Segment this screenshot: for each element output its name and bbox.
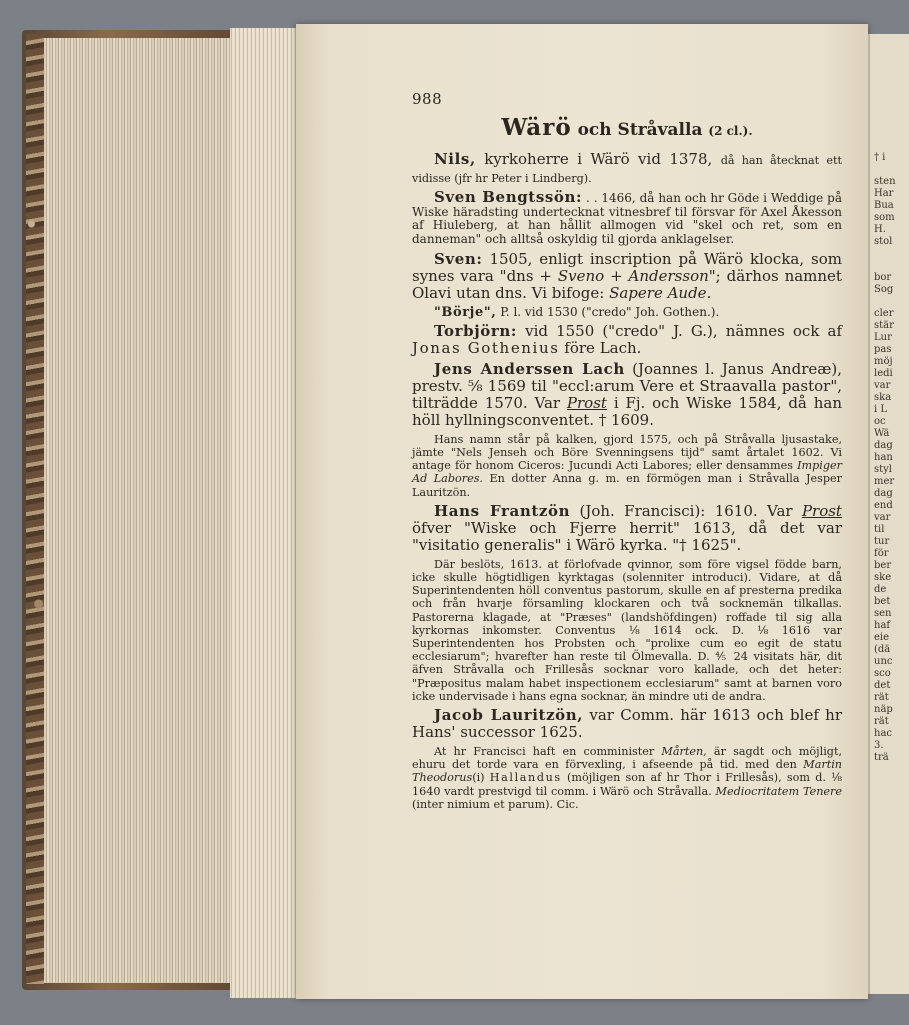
next-page-fragment: de [874,584,887,595]
next-page-fragment: tur [874,536,890,547]
next-page-fragment: eie [874,632,890,643]
next-page-fragment: Lur [874,332,892,343]
next-page-fragment: stol [874,236,893,247]
next-page-fragment: dag [874,488,893,499]
next-page-fragment: sco [874,668,891,679]
entry-small: då han åtecknat ett vidisse (jfr hr Peter i Lindberg). [412,154,842,186]
next-page-fragment: trä [874,752,889,763]
title-rest: och Stråvalla [577,119,703,140]
next-page-fragment: som [874,212,895,223]
page-text [412,92,842,815]
entry-name: Torbjörn: [434,321,518,340]
next-page-fragment: bor [874,272,892,283]
next-page-fragment: möj [874,356,893,367]
note-spaced: Hallandus [489,771,562,785]
entry-italic: Andersson [628,266,709,285]
next-page-fragment: unc [874,656,893,667]
next-page-fragment: 3. [874,740,884,751]
next-page-fragment: var [874,512,891,523]
next-page-fragment [870,260,909,272]
next-page-fragment: stär [874,320,894,331]
next-page-fragment: för [874,548,889,559]
entry-text: P. l. vid 1530 ("credo" Joh. Gothen.). [500,304,720,319]
next-page-fragment [870,248,909,260]
next-page-fragment: han [874,452,893,463]
entry-name: Hans Frantzön [434,501,571,520]
next-page-fragment: styl [874,464,892,475]
entry-jens-note [412,433,842,499]
note-italic: Impiger Ad Labores. [412,459,842,486]
next-page-fragment: (dä [874,644,891,655]
entry-borje [412,306,842,319]
next-page-fragment [870,164,909,176]
next-page-fragment: dag [874,440,893,451]
entry-name: Sven: [434,249,483,268]
entry-hans-note [412,558,842,703]
entry-sven [412,251,842,302]
entry-text: före Lach. [564,338,642,357]
title-main: Wärö [501,113,572,141]
note-text: Där beslöts, 1613. at förlofvade qvinnor, som före vigsel födde barn, icke skulle högtidligen kyrktagas (solenniter introduci). Vidare, at då Superintendenten höll conventus pastorum, skulle en af presterna predika och från hvarje församling klockaren och två socknemän tilkallas. Pastorerna klagade, at "Præses" (landshöfdingen) roffade til sig alla kyrkornas inkomster. Conventus ⅛ 1614 ock. D. ⅛ 1616 var Superintendenten hos Probsten och "prolixe cum eo egit de statu ecclesiarum"; hvarefter han reste til Ölmevalla. D. ⅘ 24 visitats här, dit äfven Stråvalla och Frillesås socknar voro kallade, och det heter: "Præpositus malam habet inspectionem ecclesiarum" samt at barnen voro icke undervisade i hans egna socknar, än mindre uti de andra. [412,557,842,703]
next-page-fragment: pas [874,344,892,355]
next-page-fragment: ske [874,572,892,583]
next-page-fragment: mer [874,476,895,487]
next-page-fragment: H. [874,224,886,235]
entry-name: "Börje", [434,304,497,320]
next-page-text [870,34,909,764]
entry-name: Sven Bengtssön: [434,188,583,207]
marbled-cover-edge [26,34,44,984]
note-text: Hans namn står på kalken, gjord 1575, och på Stråvalla ljusastake, jämte "Nels Jenseh och Böre Svenningsens tijd" samt årtalet 1602. Vi antage för honom Ciceros: Jucundi Acti Labores; eller densammes [412,432,842,473]
next-page-fragment: i L [874,404,888,415]
entry-name: Jacob Lauritzön, [434,706,584,725]
entry-text: var Comm. här 1613 och blef hr Hans' successor 1625. [412,706,842,742]
next-page-fragment: det [874,680,891,691]
next-page-fragment: Sog [874,284,894,295]
entry-text: "; därhos namnet Olavi utan dns. Vi bifoge: [412,266,842,302]
next-page-fragment: var [874,380,891,391]
note-italic: Mårten, [661,745,707,759]
next-page-fragment: sen [874,608,892,619]
next-page-fragment: til [874,524,885,535]
note-text: At hr Francisci haft en comminister [434,745,655,759]
note-text: En dotter Anna g. m. en förmögen man i Stråvalla Jesper Lauritzön. [412,472,843,499]
entry-jacob-note [412,745,842,811]
entry-jacob [412,707,842,741]
next-page-fragment: † i [874,152,886,163]
next-page-fragment: end [874,500,893,511]
next-page-fragment: Wä [874,428,890,439]
entry-text: (Joannes l. Janus Andreæ), prestv. ⅝ 1569 til "eccl:arum Vere et Straavalla pastor", tilträdde 1570. Var [412,359,842,412]
entry-sven-bengtsson [412,188,842,246]
note-text: är sagdt och möjligt, ehuru det torde vara en förvexling, i afseende på tid. med den [412,745,842,772]
entry-spaced: Jonas Gothenius [412,338,560,357]
next-page-fragment: näp [874,704,893,715]
entry-text: öfver "Wiske och Fjerre herrit" 1613, då det var "visitatio generalis" i Wärö kyrka. "† 1625". [412,518,842,554]
next-page-fragment: cler [874,308,894,319]
entry-text: . . 1466, då han och hr Göde i Weddige på Wiske häradsting undertecknat vitnesbref til försvar för Axel Åkesson af Hiuleberg, at han hållit allmogen vid "skel och ret, som en danneman" och alltså oskyldig til gjorda anklagelser. [412,191,842,246]
entry-name: Nils, [434,150,476,169]
next-page-fragment: rät [874,692,889,703]
next-page-fragment: ber [874,560,892,571]
next-page-fragment: ledi [874,368,893,379]
entry-italic: Sapere Aude. [609,283,712,302]
entry-nils [412,151,842,187]
note-italic: Martin Theodorus [412,758,843,785]
next-page-fragment: bet [874,596,891,607]
entry-italic: Prost [801,501,842,520]
entry-italic: Sveno [557,266,605,285]
page-title [412,113,842,141]
next-page-fragment: ska [874,392,892,403]
page-number: 988 [412,90,443,108]
entry-text: 1505, enligt inscription på Wärö klocka, som synes vara "dns + [412,249,842,285]
note-italic: Mediocritatem Tenere [715,784,842,798]
next-page-edge [868,34,909,994]
next-page-fragment: Bua [874,200,894,211]
entry-italic: Prost [566,393,607,412]
note-text: (möjligen son af hr Thor i Frillesås), som d. ⅛ 1640 vardt prestvigd til comm. i Wärö och Stråvalla. [412,771,843,798]
entry-text: kyrkoherre i Wärö vid 1378, [484,150,713,169]
entry-hans [412,503,842,554]
next-page-fragment [870,296,909,308]
entry-text: vid 1550 ("credo" J. G.), nämnes ock af [525,321,842,340]
entry-text: + [610,266,623,285]
title-note: (2 cl.). [708,123,753,138]
entry-name: Jens Anderssen Lach [434,359,625,378]
next-page-fragment: Har [874,188,894,199]
next-page-fragment: rät [874,716,889,727]
note-text: (i) [472,771,485,785]
next-page-fragment: oc [874,416,886,427]
page-block-edges-inner [230,28,302,998]
entry-text: i Fj. och Wiske 1584, då han höll hyllningsconventet. † 1609. [412,393,842,429]
entry-jens [412,361,842,429]
next-page-fragment: sten [874,176,896,187]
entry-text: (Joh. Francisci): 1610. Var [579,501,793,520]
next-page-fragment: hac [874,728,893,739]
note-text: (inter nimium et parum). Cic. [412,797,579,811]
entry-torbjorn [412,323,842,357]
next-page-fragment: haf [874,620,891,631]
